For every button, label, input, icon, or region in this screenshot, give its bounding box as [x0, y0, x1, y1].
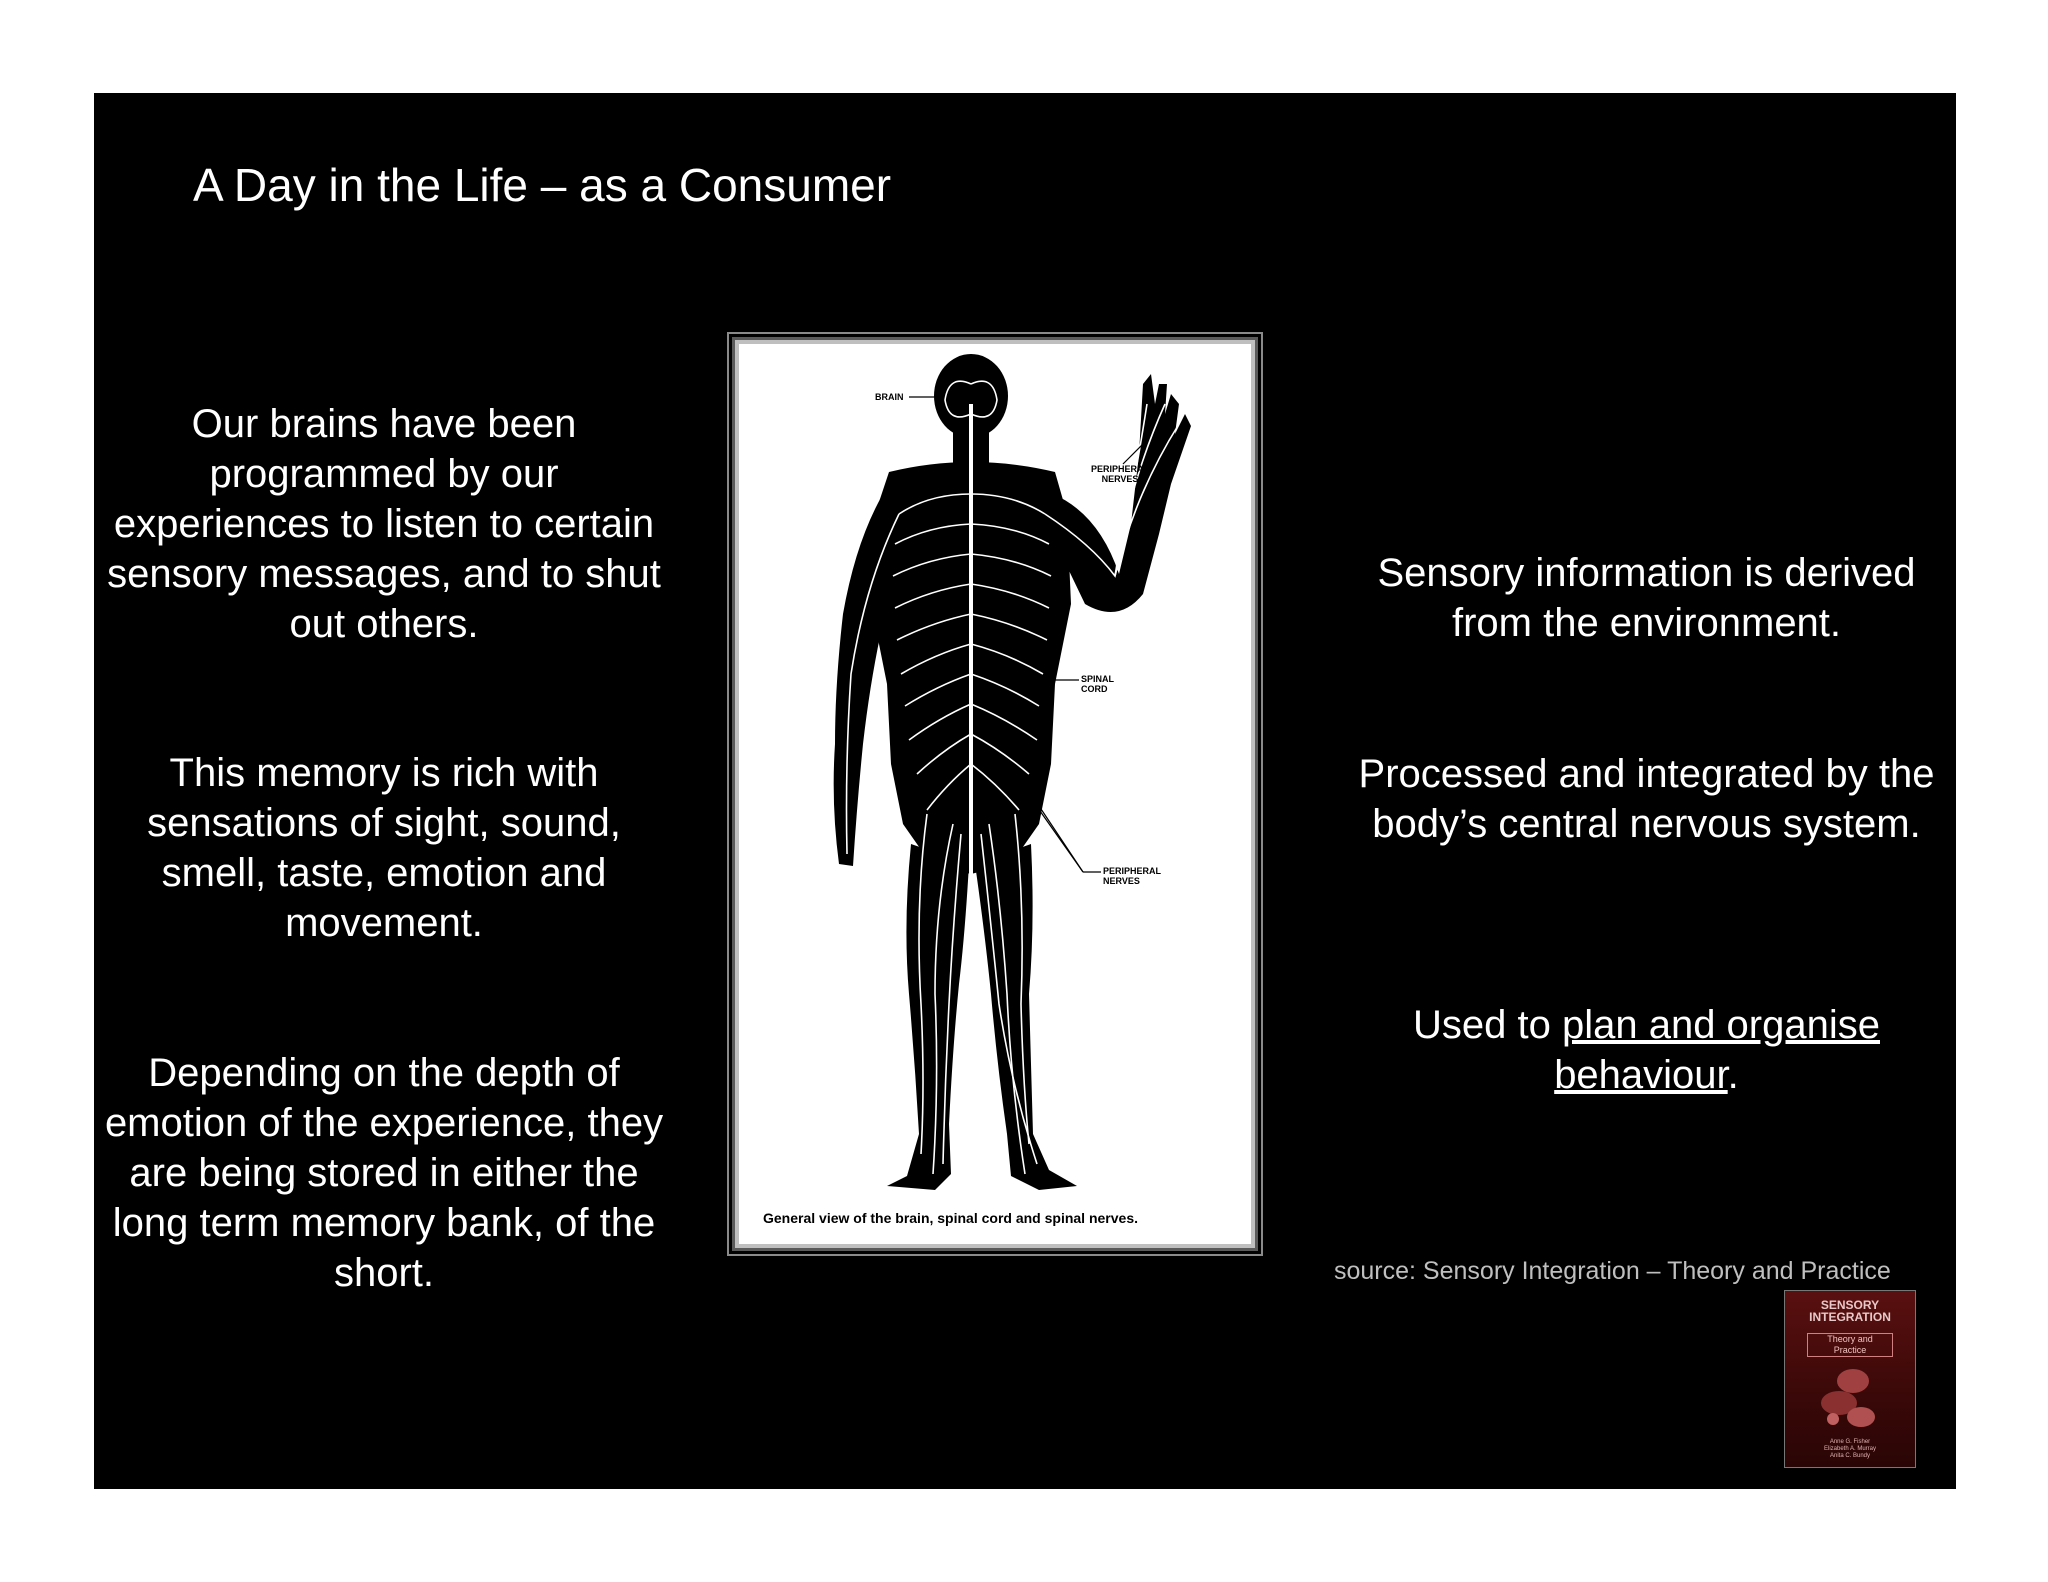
book-cover-art-icon: [1805, 1363, 1895, 1433]
right-paragraph-3-suffix: .: [1727, 1053, 1739, 1097]
book-title: SENSORY INTEGRATION: [1809, 1298, 1891, 1324]
nervous-system-illustration: [739, 344, 1251, 1244]
book-subtitle: Theory and Practice: [1807, 1333, 1893, 1357]
book-cover-image: [1784, 1290, 1916, 1468]
right-paragraph-1: Sensory information is derived from the environment.: [1377, 551, 1916, 645]
right-paragraph-2: Processed and integrated by the body’s central nervous system.: [1358, 752, 1935, 846]
figure-caption: General view of the brain, spinal cord and spinal nerves.: [763, 1210, 1138, 1226]
label-peripheral-nerves-bottom: PERIPHERAL NERVES: [1103, 866, 1162, 886]
nervous-system-figure: [735, 340, 1255, 1248]
right-paragraph-3: [1344, 1000, 1949, 1100]
label-spinal-cord: SPINAL CORD: [1081, 674, 1115, 694]
left-paragraph-3: Depending on the depth of emotion of the experience, they are being stored in either the long term memory bank, of the short.: [104, 1051, 664, 1295]
left-paragraph-2: This memory is rich with sensations of sight, sound, smell, taste, emotion and movement.: [147, 751, 621, 945]
slide: [94, 93, 1956, 1489]
source-citation: source: Sensory Integration – Theory and Practice: [1334, 1257, 1891, 1285]
left-paragraph-1: Our brains have been programmed by our experiences to listen to certain sensory messages, and to shut out others.: [107, 402, 661, 646]
slide-title: A Day in the Life – as a Consumer: [193, 159, 892, 211]
right-paragraph-3-prefix: Used to: [1413, 1003, 1562, 1047]
label-brain: BRAIN: [875, 392, 904, 402]
plan-and-organise-behaviour-text: plan and organise behaviour: [1554, 1003, 1880, 1097]
label-peripheral-nerves-top: PERIPHERAL NERVES: [1091, 464, 1150, 484]
book-authors: Anne G. Fisher Elizabeth A. Murray Anita C. Bundy: [1823, 1439, 1877, 1459]
